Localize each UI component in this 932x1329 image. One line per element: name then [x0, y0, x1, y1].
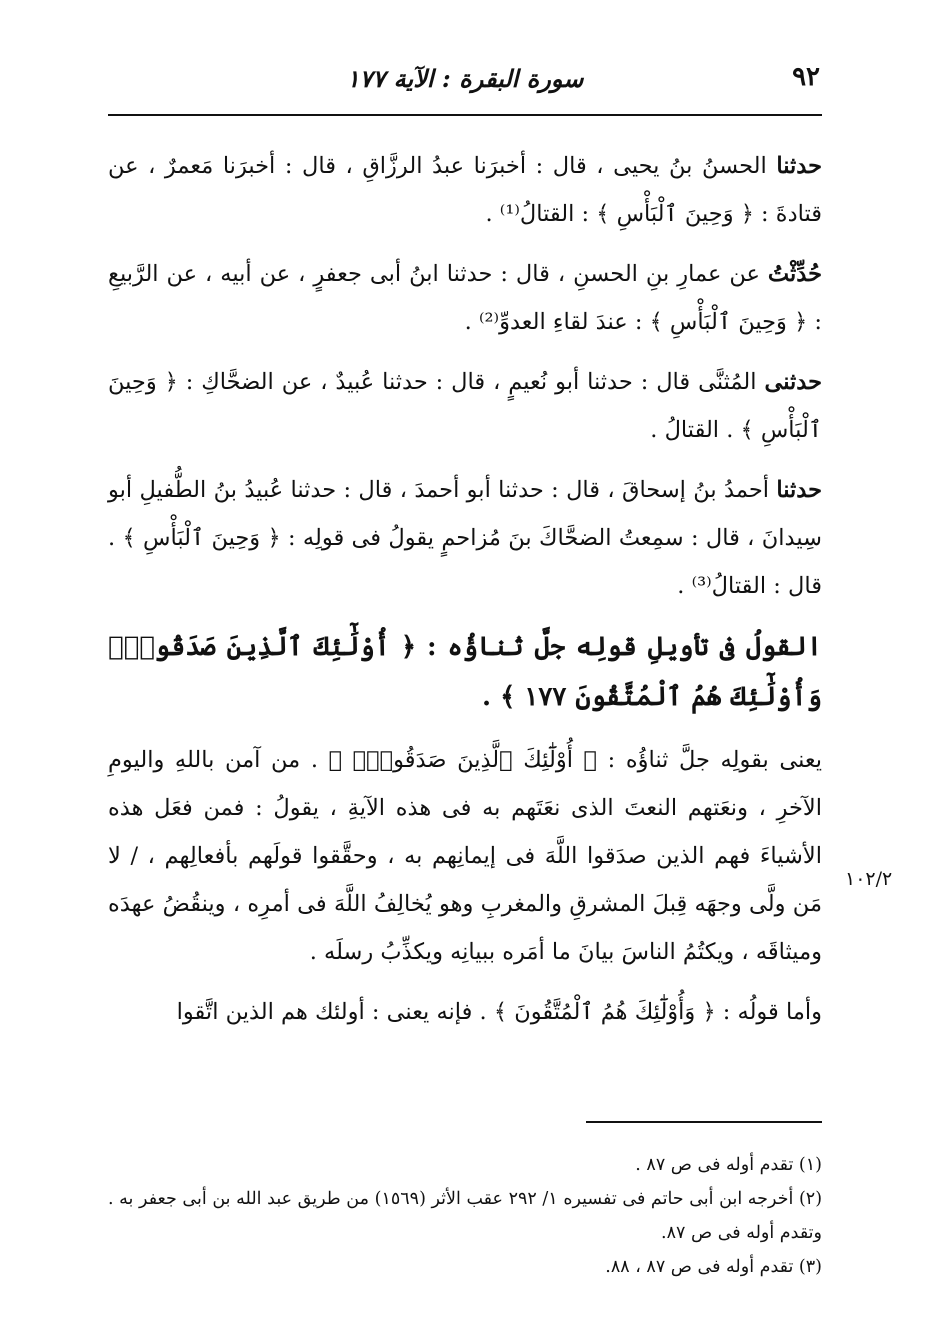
margin-reference: ١٠٢/٢ [845, 868, 893, 890]
paragraph-text: الحسنُ بنُ يحيى ، قال : أخبرَنا عبدُ الرزَّاقِ ، قال : أخبرَنا مَعمرٌ ، عن قتادةَ : ﴿ وَحِينَ ٱلْبَأْسِ ﴾ : القتالُ⁽¹⁾ . [108, 153, 822, 227]
footnote: (٢) أخرجه ابن أبى حاتم فى تفسيره ١/ ٢٩٢ عقب الأثر (١٥٦٩) من طريق عبد الله بن أبى جعفر به . وتقدم أوله فى ص ٨٧. [108, 1189, 823, 1243]
paragraph: يعنى بقولِه جلَّ ثناؤُه : ﴿ أُوْلَٰٓئِكَ ٱلَّذِينَ صَدَقُواْۖ ﴾ . من آمن باللهِ واليومِ الآخرِ ، ونعَتهم النعتَ الذى نعَتَهم به فى هذه الآيةِ ، يقولُ : فمن فعَل هذه الأشياءَ فهم الذين صدَقوا اللَّهَ فى إيمانِهم به ، وحقَّقوا قولَهم بأفعالِهم ، / لا مَن ولَّى وجهَه قِبلَ المشرقِ والمغربِ وهو يُخالِفُ اللَّهَ فى أمرِه ، وينقُضُ عهدَه وميثاقَه ، ويكتُمُ الناسَ بيانَ ما أمَره ببيانِه ويكذِّبُ رسلَه . [108, 747, 822, 965]
paragraph-text: المُثنَّى قال : حدثنا أبو نُعيمٍ ، قال : حدثنا عُبيدٌ ، عن الضحَّاكِ : ﴿ وَحِينَ ٱلْبَأْسِ ﴾ . القتالُ . [108, 369, 822, 443]
paragraph-text: أحمدُ بنُ إسحاقَ ، قال : حدثنا أبو أحمدَ ، قال : حدثنا عُبيدُ بنُ الطُّفيلِ أبو سِيدانَ ، قال : سمِعتُ الضحَّاكَ بنَ مُزاحمٍ يقولُ فى قولِه : ﴿ وَحِينَ ٱلْبَأْسِ ﴾ . قال : القتالُ⁽³⁾ . [108, 477, 822, 599]
paragraph [108, 142, 822, 238]
paragraph [108, 358, 822, 454]
paragraph-lead: حدثنى [764, 369, 822, 395]
footnote: (٣) تقدم أوله فى ص ٨٧ ، ٨٨. [605, 1257, 822, 1277]
main-text [108, 142, 822, 1048]
paragraph-lead: حدثنا [776, 153, 822, 179]
paragraph-lead: حُدِّثْتُ [767, 261, 822, 287]
paragraph [108, 250, 822, 346]
header-rule [108, 114, 822, 116]
page-header [110, 62, 820, 102]
footnote-rule [586, 1121, 822, 1123]
footnotes [108, 1148, 822, 1284]
paragraph-text: عن عمارِ بنِ الحسنِ ، قال : حدثنا ابنُ أبى جعفرٍ ، عن أبيه ، عن الرَّبيعِ : ﴿ وَحِينَ ٱلْبَأْسِ ﴾ : عندَ لقاءِ العدوِّ⁽²⁾ . [108, 261, 822, 335]
running-title: سورة البقرة : الآية ١٧٧ [346, 64, 584, 93]
page-number: ٩٢ [792, 62, 820, 92]
paragraph [108, 466, 822, 610]
paragraph: وأما قولُه : ﴿ وَأُوْلَٰٓئِكَ هُمُ ٱلْمُتَّقُونَ ﴾ . فإنه يعنى : أولئك هم الذين اتَّقوا [176, 999, 822, 1025]
section-heading: القولُ فى تأويلِ قولِه جلَّ ثناؤُه : ﴿ أُوْلَٰٓئِكَ ٱلَّذِينَ صَدَقُواْۖ وَأُوْلَٰٓئِكَ هُمُ ٱلْمُتَّقُونَ ١٧٧ ﴾ . [108, 632, 822, 712]
paragraph-lead: حدثنا [776, 477, 822, 503]
footnote: (١) تقدم أوله فى ص ٨٧ . [635, 1155, 822, 1175]
